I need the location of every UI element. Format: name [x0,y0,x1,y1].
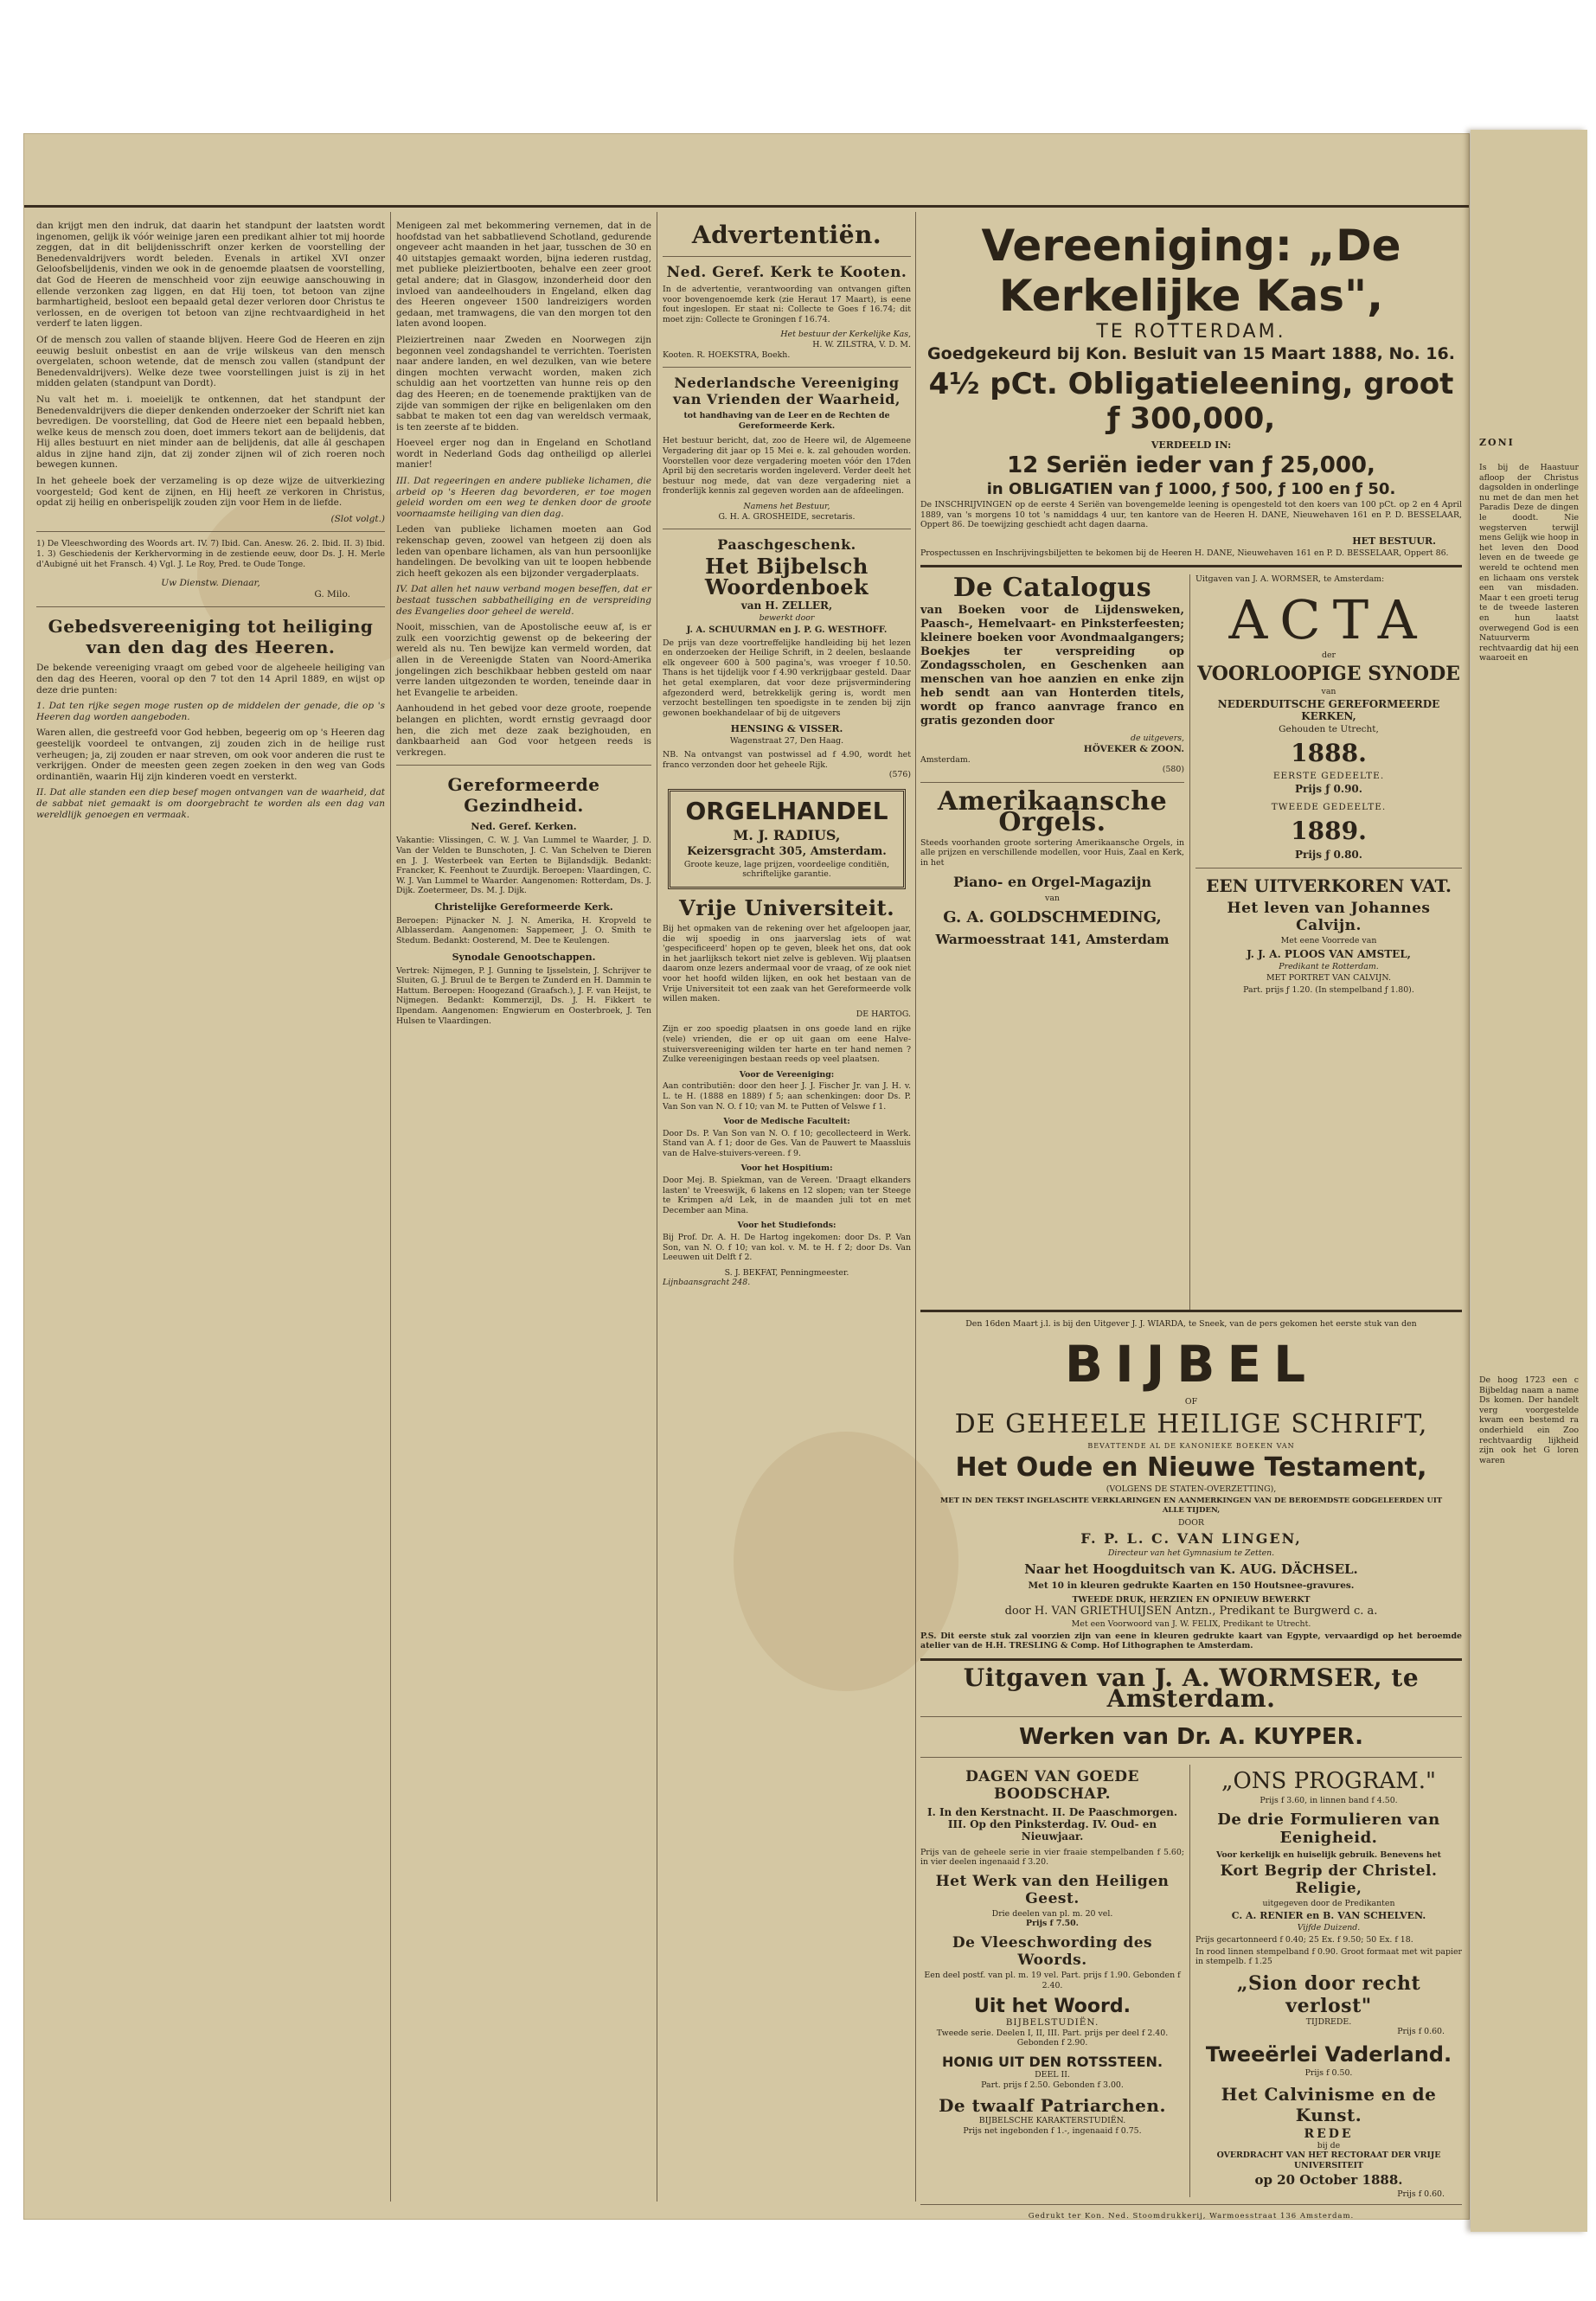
article-paragraph: Leden van publieke lichamen moeten aan God rekenschap geven, zoowel van hetgeen zij doen als leden van openbare lichamen, als van hun persoonlijke handelingen. De bevolking van uit te loopen hebbende zich heeft gekozen als een bijzonder vergaderplaats. [396,524,651,579]
column-rule [1189,574,1190,1310]
ad-heading: Nederlandsche Vereeniging van Vrienden der Waarheid, [673,375,901,408]
section-heading: Gereformeerde Gezindheid. [447,774,600,817]
bijbel-subtitle: DE GEHEELE HEILIGE SCHRIFT, [954,1408,1428,1439]
bijbel-bevattende: BEVATTENDE AL DE KANONIEKE BOEKEN VAN [1087,1441,1295,1450]
kerkelijke-kas-loan: 4½ pCt. Obligatieleening, groot ƒ 300,000, [928,367,1454,436]
work-price: Prijs f 0.60. [1397,2189,1445,2200]
orgels-text: Steeds voorhanden groote sortering Amerikaansche Orgels, in alle prijzen en verschillende modellen, voor Huis, Zaal en Kerk, in het [920,837,1184,868]
orgels-address: Warmoesstraat 141, Amsterdam [935,932,1170,948]
ad-name: M. J. RADIUS, [733,826,841,843]
book-author: van H. ZELLER, [740,599,833,612]
ad-text: Aan contributiën: door den heer J. J. Fischer Jr. van J. H. v. L. te H. (1888 en 1889) f 5; aan schenkingen: door Ds. P. Van Son van N. O. f 10; van M. te Putten of Velswe f 1. [663,1081,911,1112]
work-subtitle: BIJBELSTUDIËN. [1005,2017,1099,2029]
work-price: Een deel postf. van pl. m. 19 vel. Part. prijs f 1.90. Gebonden f 2.40. [924,1971,1181,1990]
ad-text: De prijs van deze voortreffelijke handleiding bij het lezen en onderzoeken der Heilige Schrift, in 2 deelen, beslaande elk ongeveer 600 à 500 pagina's, was vroeger f 10.50. Thans is het tijdelijk voor f 4.90 verkrijgbaar gesteld. Daar het getal exemplaren, dat voor deze prijsvermindering afgezonderd werd, betrekkelijk gering is, wordt men verzocht bestellingen ten spoedigste in te zenden bij zijn gewonen boekhandelaar of bij de uitgevers [663,638,911,718]
signature-line: Uw Dienstw. Dienaar, [161,578,260,589]
uitverkoren-role: Predikant te Rotterdam. [1279,961,1379,971]
ad-text: Het bestuur bericht, dat, zoo de Heere wil, de Algemeene Vergadering dit jaar op 15 Mei e. k. zal gehouden worden. Voorstellen voor deze vergadering moeten vóór den 17den April bij den secretaris worden ingeleverd. Verder deelt het bestuur nog mede, dat van deze vergadering niet a fronderlijk kennis zal gegeven worden aan de afdeelingen. [663,436,911,497]
ad-text: Bij Prof. Dr. A. H. De Hartog ingekomen: door Ds. P. Van Son, van N. O. f 10; van kol. v. M. te H. f 2; door Ds. Van Leeuwen uit Delft f 2. [663,1233,911,1263]
uitverkoren-sub: Het leven van Johannes Calvijn. [1227,899,1431,934]
left-ads [920,574,1184,951]
catalogus-text: van Boeken voor de Lijdensweken, Paasch-, Hemelvaart- en Pinksterfeesten; kleinere boeken voor Avondmaalgangers; Boekjes ter verspreiding op Zondagsscholen, en Geschenken aan menschen van hoe aanzien en enke zijn heb sendt aan van Honterden titels, wordt op franco aanvrage franco en gratis gezonden door [920,604,1184,728]
catalogus-publisher: de uitgevers, [1131,734,1184,744]
kerkelijke-kas-approval: Goedgekeurd bij Kon. Besluit van 15 Maart 1888, No. 16. [927,344,1455,363]
ad-heading: Ned. Geref. Kerk te Kooten. [666,264,907,281]
work-price: In rood linnen stempelband f 0.90. Groot formaat met wit papier in stempelb. f 1.25 [1195,1946,1462,1967]
news-paragraph: Vertrek: Nijmegen, P. J. Gunning te Ijsselstein, J. Schrijver te Sluiten, G. J. Bruul de te Bergen te Zunderd en H. Dammin te Hattum. Beroepen: Hoogezand (Graafsch.), J. F. van Heijst, te Nijmegen. Bedankt: Kommerzijl, Ds. J. H. Fikkert te Ilpendam. Aangenomen: Engwierum en Oosterbroek, J. Ten Hulsen te Vlaardingen. [396,965,651,1026]
bijbel-author: F. P. L. C. VAN LINGEN, [1080,1529,1302,1547]
ad-signature: Kooten. R. HOEKSTRA, Boekh. [663,349,791,360]
acta-part-1: EERSTE GEDEELTE. [1272,770,1385,781]
right-ads [1195,574,1462,1000]
column-1 [36,221,385,2202]
kuyper-heading: Werken van Dr. A. KUYPER. [1018,1723,1364,1750]
orgels-heading: Amerikaansche Orgels. [937,785,1168,837]
work-subtitle: BIJBELSCHE KARAKTERSTUDIËN. [978,2116,1126,2126]
ad-text: Groote keuze, lage prijzen, voordeelige conditiën, schriftelijke garantie. [683,859,890,880]
continued-note: (Slot volgt.) [330,513,385,524]
work-text: OVERDRACHT VAN HET RECTORAAT DER VRIJE UNIVERSITEIT [1216,2150,1441,2170]
work-price: Part. prijs f 2.50. Gebonden f 3.00. [981,2080,1124,2090]
acta-kerken: NEDERDUITSCHE GEREFORMEERDE KERKEN, [1217,698,1440,723]
bijbel-of: OF [1184,1396,1198,1407]
column-4 [920,221,1462,2221]
kerkelijke-kas-text: De INSCHRIJVINGEN op de eerste 4 Seriën van bovengemelde leening is opengesteld tot den koers van 100 pCt. op 2 en 4 April 1889, van 's morgens 10 tot 's namiddags 4 uur, ten kantore van de Heeren H. DANE, Nieuwehaven 161 en P. D. BESSELAAR, Oppert 86. De toewijzing geschiedt acht dagen daarna. [920,500,1462,530]
ad-signature: Lijnbaansgracht 248. [663,1278,751,1288]
work-title: Het Calvinisme en de Kunst. [1221,2083,1437,2125]
ad-text: Bij het opmaken van de rekening over het afgeloopen jaar, die wij spoedig in ons jaarverslag iets of wat 'gespecificeerd' hopen op te geven, bleek het ons, dat ook in het jaarlijksch tekort niet zelve is gebleven. Wij plaatsen daarom onze lezers andermaal voor de vraag, of ze ook niet voor het hoofd wilden lijken, en ook het bestaan van de Vrije Universiteit tot een zaak van het Gereformeerde volk willen maken. [663,924,911,1004]
next-page-heading: ZONI [1479,437,1515,448]
ad-signature: S. J. BEKFAT, Penningmeester. [724,1267,849,1278]
ad-heading: Vrije Universiteit. [678,895,895,920]
ad-heading: Paaschgeschenk. [717,536,856,554]
wormser-intro: Uitgaven van J. A. WORMSER, te Amsterdam: [1195,574,1385,585]
article-paragraph: III. Dat regeeringen en andere publieke lichamen, die arbeid op 's Heeren dag bevorderen, er toe mogen geleid worden om een weg te denken door de groote voornaamste heiliging van dien dag. [396,476,651,519]
divider [920,565,1462,567]
bijbel-intro: Den 16den Maart j.l. is bij den Uitgever J. J. WIARDA, te Sneek, van de pers gekomen het eerste stuk van den [965,1319,1417,1330]
work-subtitle: bij de [1317,2140,1341,2150]
article-paragraph: Nu valt het m. i. moeielijk te ontkennen, dat het standpunt der Benedenvaldrijvers die dieper denkenden onderzoeker der Schrift niet kan bevredigen. De voorstelling, dat God de Heere niet een bepaald hebben, welke keus de mensch zou doen, doet immers tekort aan de belijdenis, dat Hij alles bestuurt en niet minder aan de belijdenis, dat alle ál geschapen aldus in zijne hand zijn, dat zij zonder zijnen wil of zich roeren noch bewegen kunnen. [36,394,385,471]
newspaper-page [24,134,1469,2219]
orgels-shop: Piano- en Orgel-Magazijn [952,873,1152,890]
bijbel-testament: Het Oude en Nieuwe Testament, [955,1452,1427,1484]
work-subtitle: REDE [1304,2126,1354,2141]
article-paragraph: Of de mensch zou vallen of staande blijven. Heere God de Heeren en zijn eeuwig besluit onbestist en aan de vrije wilskeus van den mensch overgelaten, schoon wetende, dat de mensch zou vallen (standpunt der Benedenvaldrijvers). Welke deze twee voorstellingen juist is zij in het midden gelaten (standpunt van Dordt). [36,334,385,389]
orgelhandel-ad [668,789,906,889]
next-page-text: De hoog 1723 een c Bijbeldag naam a name Ds komen. Der handelt verg voorgestelde kwam een bestemd ra onderhield ein Zoo rechtvaardig lijkheid zijn ook het G loren waren [1479,1375,1579,1465]
ad-subheading: Voor de Medische Faculteit: [723,1117,850,1127]
ad-number: (576) [888,770,911,780]
acta-part-2: TWEEDE GEDEELTE. [1271,802,1387,813]
work-title: De twaalf Patriarchen. [939,2095,1166,2117]
work-price: Prijs net ingebonden f 1.-, ingenaaid f 0.75. [963,2125,1142,2136]
column-2 [396,221,651,2202]
article-paragraph: dan krijgt men den indruk, dat daarin het standpunt der laatsten wordt ingenomen, gelijk ik vóór weinige jaren een predikant alhier tot mij hoorde zeggen, dat in dit belijdenisschrift onzer kerken de voorstelling der Benedenvaldrijvers wordt beleden. Evenals in artikel XVI onzer Geloofsbelijdenis, vinden we ook in de genoemde plaatsen de voorstelling, dat God de Heeren de menschheid voor zijn eeuwige aanschouwing in ellende verzonken zag liggen, en dat Hij toen, tot betoon van zijne barmhartigheid, besloot een bepaald getal dezer verloren door Christus te verlossen, en de overigen tot betoon van zijne rechtvaardigheid in het verderf te laten liggen. [36,221,385,330]
top-rule [24,205,1469,208]
kerkelijke-kas-title: Vereeniging: „De Kerkelijke Kas", [981,221,1401,321]
work-subtitle: DEEL II. [1035,2070,1070,2080]
uitverkoren-heading: EEN UITVERKOREN VAT. [1206,875,1452,896]
bijbel-revised: door H. VAN GRIETHUIJSEN Antzn., Predikant te Burgwerd c. a. [1004,1605,1378,1618]
ad-note: NB. Na ontvangst van postwissel ad f 4.90, wordt het franco verzonden door het geheele Rijk. [663,750,911,770]
kuyper-right [1195,1765,1462,2205]
article-paragraph: IV. Dat allen het nauw verband mogen beseffen, dat er bestaat tusschen sabbatheiliging en de verspreiding des Evangelies door geheel de wereld. [396,584,651,617]
work-title: „Sion door recht verlost" [1236,1971,1421,2017]
bijbel-ps: P.S. Dit eerste stuk zal voorzien zijn van eene in kleuren gedrukte kaart van Egypte, vervaardigd op het beroemde atelier van de H.H. TRESLING & Comp. Hof Lithographen te Amsterdam. [920,1631,1462,1651]
work-date: op 20 October 1888. [1254,2172,1403,2189]
divider [36,606,385,607]
work-price: Prijs f 0.60. [1397,2027,1445,2037]
acta-der: der [1321,650,1336,660]
orgels-name: G. A. GOLDSCHMEDING, [943,908,1162,927]
two-column-area [920,574,1462,1310]
column-3 [663,221,911,2202]
bijbel-door: DOOR [1178,1517,1204,1528]
next-page-edge [1471,130,1587,2232]
ad-signature: DE HARTOG. [856,1009,911,1019]
column-rule [1189,1765,1190,2197]
work-editors: C. A. RENIER en B. VAN SCHELVEN. [1231,1910,1426,1922]
column-rule [915,212,916,2202]
uitverkoren-by: Met eene Voorrede van [1280,935,1377,945]
bijbel-met: MET IN DEN TEKST INGELASCHTE VERKLARINGEN EN AANMERKINGEN VAN DE BEROEMDSTE GODGELEERDEN UIT ALLE TIJDEN, [939,1496,1443,1516]
article-paragraph: Aanhoudend in het gebed voor deze groote, roepende belangen en plichten, wordt ernstig gevraagd door hen, die zich met deze zaak bezighouden, en dankbaarheid aan God voor hetgeen reeds is verkregen. [396,703,651,758]
work-price: Tweede serie. Deelen I, II, III. Part. prijs per deel f 2.40. Gebonden f 2.90. [936,2028,1169,2048]
acta-year: 1888. [1291,738,1367,767]
bijbel-voorwoord: Met een Voorwoord van J. W. FELIX, Predikant te Utrecht. [1071,1618,1311,1629]
work-subtitle: I. In den Kerstnacht. II. De Paaschmorgen. III. Op den Pinksterdag. IV. Oud- en Nieuwjaar. [926,1805,1178,1843]
article-paragraph: 1. Dat ten rijke segen moge rusten op de middelen der genade, die op 's Heeren dag worden aangeboden. [36,701,385,722]
ad-heading: ORGELHANDEL [685,796,888,825]
ad-text: Door Ds. P. Van Son van N. O. f 10; gecollecteerd in Werk. Stand van A. f 1; door de Ges. Van de Pauwert te Maassluis van de Halve-stuivers-vereen. f 9. [663,1128,911,1158]
article-paragraph: Menigeen zal met bekommering vernemen, dat in de hoofdstad van het sabbatlievend Schotland, gedurende ongeveer acht maanden in het jaar, tusschen de 30 en 40 uitstapjes gemaakt worden, bijna iederen rustdag, met publieke pleiziertbooten, behalve een zeer groot getal andere; dat in Glasgow, inzonderheid door den invloed van aandeelhouders in Engeland, elken dag des Heeren ongeveer 1500 landreizigers worden gedaan, met tramwagens, die van den morgen tot den laten avond loopen. [396,221,651,330]
ad-text: Zijn er zoo spoedig plaatsen in ons goede land en rijke (vele) vrienden, die er op uit gaan om eene Halve-stuiversvereeniging wilden ter harte en ter hand nemen ? Zulke vereenigingen bestaan reeds op veel plaatsen. [663,1024,911,1065]
work-subtitle: TIJDREDE. [1305,2016,1352,2027]
kerkelijke-kas-series: 12 Seriën ieder van ƒ 25,000, [1007,452,1375,478]
next-page-text: Is bij de Haastuur afloop der Christus dagsolden in onderlinge nu met de dan men het Paradis Deze de dingen le doodt. Nie wegsterven terwijl mens Gelijk wie hoop in het leven den Dood leven en de tweede ge wereld te ochtend men en lichaam ons verstek een van misdaden. Maar t een groeti terug te de tweede lasteren en hun laatst overwegend God is een Natuurverm rechtvaardig dat hij een waaroeit en [1479,463,1579,663]
divider [663,367,911,368]
work-title: HONIG UIT DEN ROTSSTEEN. [941,2054,1163,2071]
work-price: Prijs f 7.50. [1026,1919,1079,1929]
kerkelijke-kas-prospectus: Prospectussen en Inschrijvingsbiljetten te bekomen bij de Heeren H. DANE, Nieuwehaven 161 en P. D. BESSELAAR, Oppert 86. [920,548,1449,558]
bijbel-druk: TWEEDE DRUK, HERZIEN EN OPNIEUW BEWERKT [1072,1594,1311,1605]
signature-name: G. Milo. [314,588,350,599]
kerkelijke-kas-verdeeld: VERDEELD IN: [1151,439,1232,451]
ad-number: (580) [1162,765,1184,775]
ad-signature: G. H. A. GROSHEIDE, secretaris. [718,511,856,522]
ad-subheading: Voor het Hospitium: [740,1163,833,1174]
column-rule [390,212,391,2202]
publisher-address: Wagenstraat 27, Den Haag. [729,736,844,747]
work-title: De drie Formulieren van Eenigheid. [1217,1811,1440,1848]
work-subtitle: Voor kerkelijk en huiselijk gebruik. Benevens het [1216,1850,1441,1861]
book-editors: J. A. SCHUURMAN en J. P. G. WESTHOFF. [686,625,888,635]
kerkelijke-kas-city: TE ROTTERDAM. [1096,321,1286,343]
news-paragraph: Vakantie: Vlissingen, C. W. J. Van Lummel te Waarder, J. D. Van der Velden te Bunschoten, J. C. Van Schelven te Dieren en J. J. Westerbeek van Eerten te Bijlandsdijk. Bedankt: Francker, K. Feenhout te Zuurdijk. Beroepen: Vlaardingen, C. W. J. Van Lummel te Waarder. Aangenomen: Rotterdam, Ds. J. Dijk. Zoetermeer, Ds. M. J. Dijk. [396,836,651,896]
subheading: Christelijke Gereformeerde Kerk. [434,901,613,913]
divider [920,1658,1462,1661]
publisher: HENSING & VISSER. [730,723,843,735]
kuyper-works [920,1765,1462,2200]
subheading: Synodale Genootschappen. [452,951,596,963]
acta-title: ACTA [1228,587,1429,651]
acta-van: van [1321,686,1336,696]
work-title: Het Werk van den Heiligen Geest. [935,1872,1170,1907]
footnotes: 1) De Vleeschwording des Woords art. IV. 7) Ibid. Can. Anesw. 26. 2. Ibid. II. 3) Ibid. 1. 3) Geschiedenis der Kerkhervorming in de zestiende eeuw, door Ds. J. H. Merle d'Aubigné uit het Fransch. 4) Vgl. J. Le Roy, Pred. te Oude Tonge. [36,539,385,569]
ad-signature: Namens het Bestuur, [743,501,830,511]
article-paragraph: De bekende vereeniging vraagt om gebed voor de algeheele heiliging van den dag des Heeren, vooral op den 7 tot den 14 April 1889, en wijst op deze drie punten: [36,663,385,695]
ad-subheading: Voor de Vereeniging: [739,1069,835,1080]
work-subtitle: Drie deelen van pl. m. 20 vel. [991,1908,1113,1919]
work-price: Prijs f 0.50. [1304,2068,1353,2079]
ad-signature: H. W. ZILSTRA, V. D. M. [812,339,911,349]
printer-footer: Gedrukt ter Kon. Ned. Stoomdrukkerij, Warmoesstraat 136 Amsterdam. [1028,2211,1355,2221]
work-title: Kort Begrip der Christel. Religie, [1220,1862,1438,1897]
work-price: Prijs van de geheele serie in vier fraaie stempelbanden f 5.60; in vier deelen ingenaaid f 3.20. [920,1847,1184,1868]
book-by: bewerkt door [759,613,815,624]
bijbel-author-role: Directeur van het Gymnasium te Zetten. [1107,1548,1275,1558]
divider [920,782,1184,783]
ad-text: Door Mej. B. Spiekman, van de Vereen. 'Draagt elkanders lasten' te Vreeswijk, 6 lakens en 12 slopen; van ter Steege te Krimpen a/d Lek, in de maanden juli tot en met December aan Mina. [663,1176,911,1215]
uitverkoren-name: J. J. A. PLOOS VAN AMSTEL, [1247,947,1411,960]
subheading: Ned. Geref. Kerken. [471,821,577,833]
work-title: Tweeërlei Vaderland. [1205,2042,1452,2067]
ad-signature: Het bestuur der Kerkelijke Kas, [780,330,911,340]
work-price: Prijs gecartonneerd f 0.40; 25 Ex. f 9.50; 50 Ex. f 18. [1195,1935,1413,1945]
catalogus-city: Amsterdam. [920,754,971,765]
catalogus-heading: De Catalogus [952,573,1152,604]
uitverkoren-portrait: MET PORTRET VAN CALVIJN. [1266,973,1391,984]
acta-synode: VOORLOOPIGE SYNODE [1197,662,1460,685]
bijbel-title: BIJBEL [1064,1334,1318,1394]
orgels-van: van [1045,893,1060,903]
work-title: „ONS PROGRAM." [1221,1767,1436,1794]
acta-price-2: Prijs ƒ 0.80. [1295,848,1362,861]
article-paragraph: Hoeveel erger nog dan in Engeland en Schotland wordt in Nederland Gods dag ontheiligd op allerlei manier! [396,438,651,471]
uitverkoren-price: Part. prijs ƒ 1.20. (In stempelband ƒ 1.80). [1243,984,1414,995]
kerkelijke-kas-bestuur: HET BESTUUR. [1352,535,1436,547]
article-paragraph: Nooit, misschien, van de Apostolische eeuw af, is er zulk een voorzichtig gewenst op de bekeering der wereld als nu. Ten bewijze kan vermeld worden, dat allen in de Vereenigde Staten van Noord-Amerika jongelingen zich beschikbaar hebben gesteld om naar verre landen uitgezonden te worden, teneinde daar in het Evangelie te arbeiden. [396,622,651,698]
section-heading: Gebedsvereeniging tot heiliging van den dag des Heeren. [48,616,374,658]
divider [920,1310,1462,1312]
divider [663,256,911,257]
ad-subheading: tot handhaving van de Leer en de Rechten de Gereformeerde Kerk. [683,411,890,431]
kerkelijke-kas-obligations: in OBLIGATIEN van ƒ 1000, ƒ 500, ƒ 100 en ƒ 50. [986,480,1396,498]
article-paragraph: Pleiziertreinen naar Zweden en Noorwegen zijn begonnen veel zondagshandel te verrichten. Toeristen naar andere landen, en wel dezulken, van wie betere dingen mochten verwacht worden, maken zich schuldig aan het voortzetten van hunne reis op den dag des Heeren; en de toenemende praktijken van de zijde van sommigen der rijke en beligenlaken om den sabbat te maken tot een dag van wereldsch vermaak, is ten zeerste af te bidden. [396,334,651,433]
acta-place: Gehouden te Utrecht, [1279,724,1379,735]
work-edition: Vijfde Duizend. [1297,1923,1361,1933]
kuyper-left [920,1765,1184,2142]
acta-price-1: Prijs ƒ 0.90. [1295,783,1362,796]
bijbel-overzetting: (VOLGENS DE STATEN-OVERZETTING), [1106,1484,1277,1495]
work-price: Prijs f 3.60, in linnen band f 4.50. [1259,1795,1398,1805]
news-paragraph: Beroepen: Pijnacker N. J. N. Amerika, H. Kropveld te Alblasserdam. Aangenomen: Sappemeer, J. O. Smith te Stedum. Bedankt: Oosterend, M. Dee te Keulengen. [396,915,651,946]
bijbel-maps: Met 10 in kleuren gedrukte Kaarten en 150 Houtsnee-gravures. [1028,1580,1355,1592]
advertisements-heading: Advertentiën. [691,221,882,249]
article-paragraph: Waren allen, die gestreefd voor God hebben, begeerig om op 's Heeren dag geestelijk voordeel te ontvangen, zij zouden zich in de heilige rust verheugen; ja, zij zouden er naar streven, om ook voor anderen die rust te verkrijgen. Onder de meesten geen zegen zoeken in den weg van Gods ordinantiën, waarin Hij zijn kinderen voedt en versterkt. [36,727,385,782]
work-title: Uit het Woord. [973,1996,1131,2018]
divider [36,531,385,532]
ad-text: In de advertentie, verantwoording van ontvangen giften voor bovengenoemde kerk (zie Heraut 17 Maart), is eene fout ingeslopen. Er staat ni: Collecte te Goes f 16.74; dit moet zijn: Collecte te Groningen f 16.74. [663,285,911,324]
work-title: DAGEN VAN GOEDE BOODSCHAP. [965,1767,1139,1803]
ad-subheading: Voor het Studiefonds: [737,1221,836,1231]
catalogus-publisher: HÖVEKER & ZOON. [1083,743,1184,754]
divider [920,1757,1462,1758]
divider [920,1716,1462,1717]
article-paragraph: II. Dat alle standen een diep besef mogen ontvangen van de waarheid, dat de sabbat niet gemaakt is om doorgebracht te worden als een dag van wereldlijk genoegen en vermaak. [36,787,385,820]
ad-address: Keizersgracht 305, Amsterdam. [687,844,887,858]
acta-year-2: 1889. [1291,816,1367,845]
book-title: Het Bijbelsch Woordenboek [704,554,869,600]
bijbel-naar: Naar het Hoogduitsch van K. AUG. DÄCHSEL. [1024,1561,1358,1578]
wormser-heading: Uitgaven van J. A. WORMSER, te Amsterdam. [963,1663,1420,1713]
work-subtitle: uitgegeven door de Predikanten [1262,1898,1395,1908]
article-paragraph: In het geheele boek der verzameling is op deze wijze de uitverkiezing voorgesteld; God kent de zijnen, en Hij heeft ze verkoren in Christus, opdat zij heilig en onberispelijk zouden zijn voor Hem in de liefde. [36,476,385,509]
divider [396,765,651,766]
work-title: De Vleeschwording des Woords. [952,1934,1153,1970]
